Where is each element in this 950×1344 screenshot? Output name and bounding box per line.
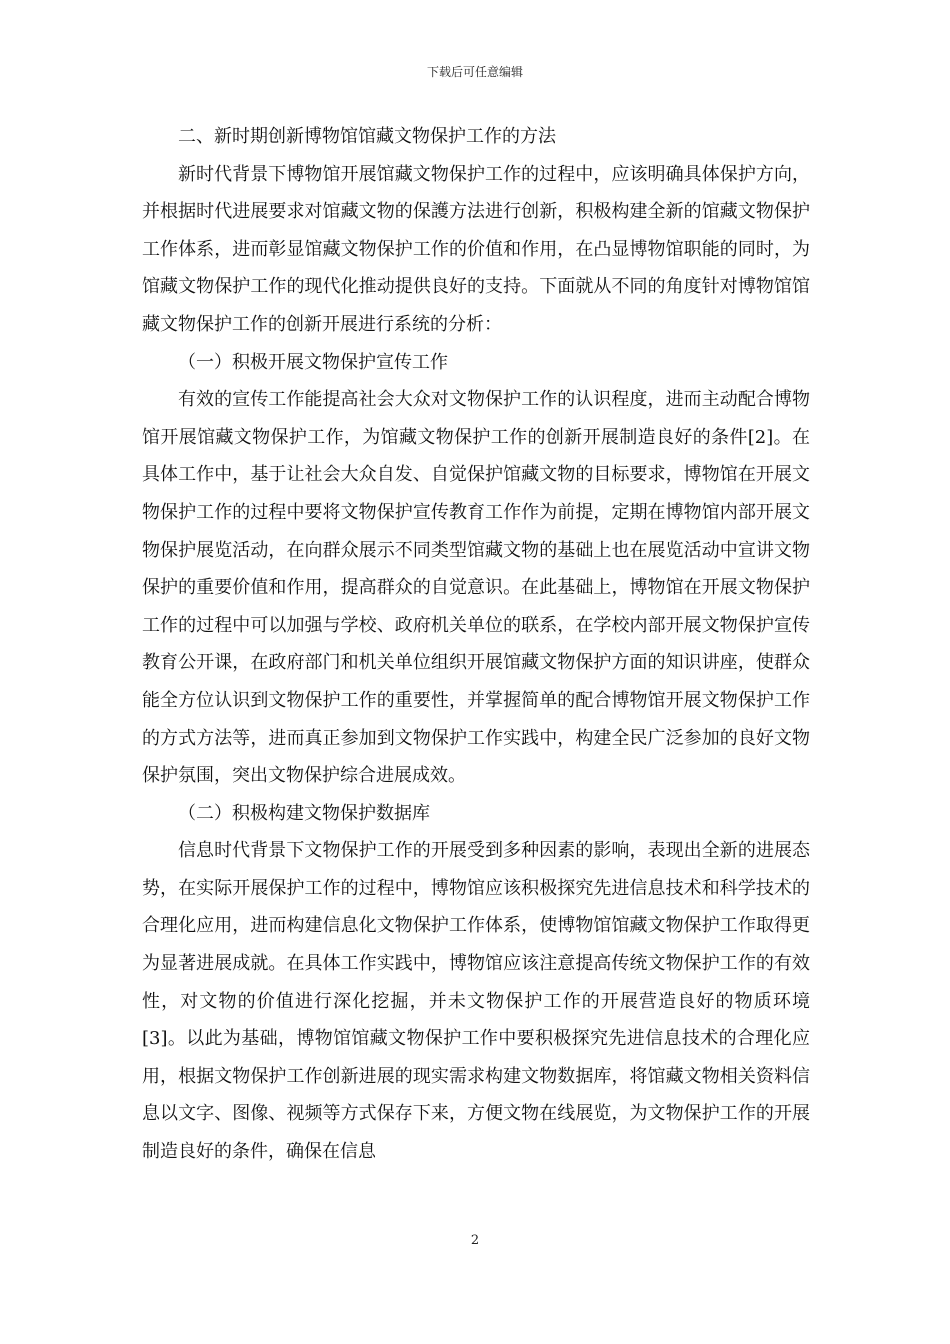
subsection-heading-2: （二）积极构建文物保护数据库	[178, 802, 430, 824]
subsection-body-2: 信息时代背景下文物保护工作的开展受到多种因素的影响，表现出全新的进展态势，在实际开展保护工作的过程中，博物馆应该积极探究先进信息技术和科学技术的合理化应用，进而构建信息化文物保护工作体系，使博物馆馆藏文物保护工作取得更为显著进展成就。在具体工作实践中，博物馆应该注意提高传统文物保护工作的有效性，对文物的价值进行深化挖掘，并未文物保护工作的开展营造良好的物质环境[3]。以此为基础，博物馆馆藏文物保护工作中要积极探究先进信息技术的合理化应用，根据文物保护工作创新进展的现实需求构建文物数据库，将馆藏文物相关资料信息以文字、图像、视频等方式保存下来，方便文物在线展览，为文物保护工作的开展制造良好的条件，确保在信息	[142, 840, 810, 1163]
document-body	[142, 118, 810, 1171]
subsection-heading-1: （一）积极开展文物保护宣传工作	[178, 351, 448, 373]
subsection-body-1: 有效的宣传工作能提高社会大众对文物保护工作的认识程度，进而主动配合博物馆开展馆藏文物保护工作，为馆藏文物保护工作的创新开展制造良好的条件[2]。在具体工作中，基于让社会大众自发、自觉保护馆藏文物的目标要求，博物馆在开展文物保护工作的过程中要将文物保护宣传教育工作作为前提，定期在博物馆内部开展文物保护展览活动，在向群众展示不同类型馆藏文物的基础上也在展览活动中宣讲文物保护的重要价值和作用，提高群众的自觉意识。在此基础上，博物馆在开展文物保护工作的过程中可以加强与学校、政府机关单位的联系，在学校内部开展文物保护宣传教育公开课，在政府部门和机关单位组织开展馆藏文物保护方面的知识讲座，使群众能全方位认识到文物保护工作的重要性，并掌握简单的配合博物馆开展文物保护工作的方式方法等，进而真正参加到文物保护工作实践中，构建全民广泛参加的良好文物保护氛围，突出文物保护综合进展成效。	[142, 389, 810, 787]
page-header: 下载后可任意编辑	[426, 65, 523, 79]
section-title: 二、新时期创新博物馆馆藏文物保护工作的方法	[178, 126, 556, 147]
intro-paragraph: 新时代背景下博物馆开展馆藏文物保护工作的过程中，应该明确具体保护方向，并根据时代进展要求对馆藏文物的保護方法进行创新，积极构建全新的馆藏文物保护工作体系，进而彰显馆藏文物保护工作的价值和作用，在凸显博物馆职能的同时，为馆藏文物保护工作的现代化推动提供良好的支持。下面就从不同的角度针对博物馆馆藏文物保护工作的创新开展进行系统的分析：	[142, 163, 810, 335]
page-number: 2	[470, 1233, 480, 1248]
